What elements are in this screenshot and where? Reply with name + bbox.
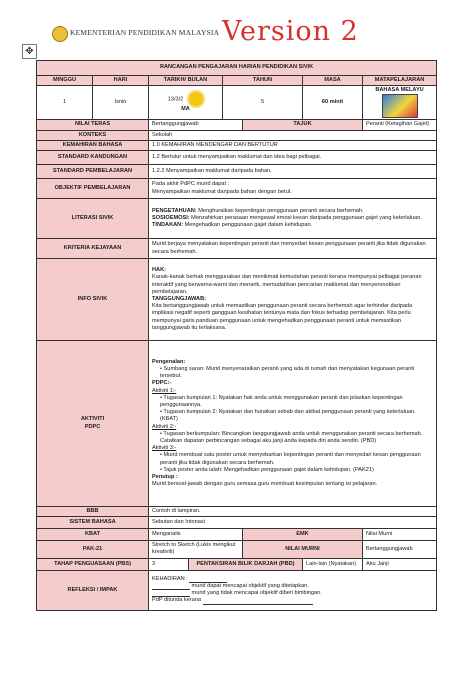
col-hari: HARI [93, 76, 149, 86]
aktiviti-cell [149, 341, 437, 507]
bullet-berkumpulan: • Tugasan berkumpulan: Bincangkan tanggungjawab anda untuk menggunakan peranti secara berhemah. Catatkan dapatan perbincangan sebagai aku janji anda kepada diri anda sendiri. (PBD) [160, 430, 423, 444]
version-label: Version 2 [222, 16, 359, 47]
kbat-value: Menganalis [149, 529, 243, 541]
value-row [37, 86, 437, 120]
refleksi-cell [149, 570, 437, 610]
aktiviti-1-heading: Aktiviti 1:- [152, 387, 177, 394]
sistem-bahasa-label: SISTEM BAHASA [37, 517, 149, 529]
tahap-penguasaan-value: 3 [149, 558, 189, 570]
tahap-penguasaan-label: TAHAP PENGUASAAN (PBS) [37, 558, 149, 570]
hak-text: Kanak-kanak berhak menggunakan dan menikmati kemudahan peranti kerana mempunyai pelbagai peranan interaktif yang berwarna-warni dan menarik, memudahkan pencarian maklumat dan menyeronokkan pembelajaran. [152, 274, 422, 295]
hari-short: MA [181, 106, 190, 113]
pengetahuan-heading: PENGETAHUAN: [152, 207, 197, 214]
tanggungjawab-text: Kita bertanggungjawab untuk memastikan penggunaan peranti secara berhemah agar terhindar daripada implikasi negatif seperti gangguan kesihatan tentunya mata dan fokus terhadap pembelajaran. Kita perlu mempunyai garis panduan penggunaan untuk mengehadkan penggunaan peranti untuk memastikan tanggungjawab itu terlaksana. [152, 303, 413, 331]
objektif-label: OBJEKTIF PEMBELAJARAN [37, 179, 149, 199]
tarikh-cell [149, 86, 223, 120]
refleksi-line-1: murid dapat mencapai objektif yang ditetapkan. [152, 583, 433, 590]
objektif-cell [149, 179, 437, 199]
pbd-label: PENTAKSIRAN BILIK DARJAH (PBD) [189, 558, 303, 570]
tahun-value: 5 [223, 86, 303, 120]
aktiviti-2-heading: Aktiviti 2:- [152, 423, 177, 430]
nilai-teras-value: Bertanggungjawab [149, 120, 243, 130]
aktiviti-3-heading: Aktiviti 3:- [152, 445, 177, 452]
pengenalan-heading: Pengenalan: [152, 358, 186, 365]
info-sivik-cell [149, 259, 437, 341]
minggu-value: 1 [37, 86, 93, 120]
lesson-plan-table [36, 60, 437, 611]
pdpc-label: PDPC [84, 423, 101, 430]
matapelajaran-cell [363, 86, 437, 120]
tajuk-label: TAJUK [243, 120, 363, 130]
sun-icon [189, 92, 203, 106]
col-matapelajaran: MATAPELAJARAN [363, 76, 437, 86]
bullet-tajuk-poster: • Tajuk poster anda ialah: Mengehadkan penggunaan gajet dalam kehidupan. (PAK21) [160, 466, 374, 473]
bbb-value: Contoh di lampiran. [149, 507, 437, 517]
nilai-murni-label: NILAI MURNI [243, 541, 363, 558]
pdpc-heading: PDPC:- [152, 380, 172, 387]
table-title: RANCANGAN PENGAJARAN HARIAN PENDIDIKAN SIVIK [37, 61, 437, 76]
sk-value: 1.2 Bertutur untuk menyampaikan maklumat dan idea bagi pelbagai. [149, 151, 437, 165]
tanggungjawab-heading: TANGGUNGJAWAB: [152, 295, 206, 302]
tindakan-heading: TINDAKAN: [152, 222, 184, 229]
table-move-handle[interactable]: ✥ [22, 44, 37, 59]
hak-heading: HAK: [152, 267, 166, 274]
tindakan-text: Mengehadkan penggunaan gajet dalam kehidupan. [183, 222, 313, 229]
kriteria-value: Murid berjaya menyatakan kepentingan peranti dan menyedari kesan penggunaan peranti jika tidak digunakan secara berhemah. [149, 239, 437, 259]
bbb-label: BBB [37, 507, 149, 517]
literasi-label: LITERASI SIVIK [37, 199, 149, 239]
bullet-poster: • Murid membuat satu poster untuk menyebarkan kepentingan peranti dan menyedari kesan penggunaan peranti jika tidak digunakan secara berhemah. [160, 452, 421, 466]
literasi-cell [149, 199, 437, 239]
ministry-crest-icon [52, 26, 68, 42]
aktiviti-label: AKTIVITI [80, 416, 105, 423]
sosioemosi-heading: SOSIOEMOSI: [152, 214, 190, 221]
bullet-sumbang-saran: • Sumbang saran: Murid menyenaraikan peranti yang ada di rumah dan menyatakan kegunaan peranti tersebut. [160, 365, 415, 380]
textbook-icon [382, 94, 418, 118]
nilai-murni-value: Bertanggungjawab [363, 541, 437, 558]
refleksi-line-3: PdP ditunda kerana [152, 597, 433, 604]
konteks-value: Sekolah [149, 130, 437, 140]
emk-label: EMK [243, 529, 363, 541]
col-tarikh: TARIKH/ BULAN [149, 76, 223, 86]
pak21-label: PAK-21 [37, 541, 149, 558]
sp-value: 1.2.2 Menyampaikan maklumat daripada bahan. [149, 165, 437, 179]
col-minggu: MINGGU [37, 76, 93, 86]
ministry-name: KEMENTERIAN PENDIDIKAN MALAYSIA [70, 28, 220, 37]
kemahiran-label: KEMAHIRAN BAHASA [37, 140, 149, 150]
sosioemosi-text: Menzahirkan perasaan mengawal emosi kesan daripada penggunaan gajet yang keterlaluan. [189, 214, 422, 221]
pbd-value: Lain-lain (Nyatakan) [303, 558, 363, 570]
col-tahun: TAHUN [223, 76, 303, 86]
masa-value: 60 minit [303, 86, 363, 120]
info-sivik-label: INFO SIVIK [37, 259, 149, 341]
refleksi-line-2: murid yang tidak mencapai objektif diberi bimbingan. [152, 590, 433, 597]
objektif-line2: Menyampaikan maklumat daripada bahan dengan betul. [152, 188, 292, 195]
aktiviti-label-cell [37, 341, 149, 507]
konteks-label: KONTEKS [37, 130, 149, 140]
sistem-bahasa-value: Sebutan dan Intonasi [149, 517, 437, 529]
tajuk-value: Peranti (Ketagihan Gajet) [363, 120, 437, 130]
column-header-row [37, 76, 437, 86]
refleksi-label: REFLEKSI / IMPAK [37, 570, 149, 610]
pak21-value: Stretch to Sketch (Lukis mengikut kreativiti) [149, 541, 243, 558]
kehadiran-line: KEHADIRAN : [152, 576, 433, 583]
kriteria-label: KRITERIA KEJAYAAN [37, 239, 149, 259]
sp-label: STANDARD PEMBELAJARAN [37, 165, 149, 179]
penutup-heading: Penutup : [152, 473, 178, 480]
bullet-kumpulan-2: • Tugasan kumpulan 2: Nyatakan dan huraikan sebab dan akibat penggunaan peranti yang keterlaluan. (KBAT) [160, 409, 416, 423]
pengetahuan-text: Menghuraikan kepentingan penggunaan peranti secara berhemah. [196, 207, 364, 214]
hari-value: Isnin [93, 86, 149, 120]
col-masa: MASA [303, 76, 363, 86]
nilai-teras-label: NILAI TERAS [37, 120, 149, 130]
tarikh-value: 13/3/2 [167, 96, 184, 103]
kbat-label: KBAT [37, 529, 149, 541]
aku-janji-value: Aku Janji [363, 558, 437, 570]
kemahiran-value: 1.0 KEMAHIRAN MENDENGAR DAN BERTUTUR [149, 140, 437, 150]
objektif-line1: Pada akhir PdPC murid dapat : [152, 181, 230, 188]
sk-label: STANDARD KANDUNGAN [37, 151, 149, 165]
bullet-kumpulan-1: • Tugasan kumpulan 1: Nyatakan hak anda untuk menggunakan peranti dan jelaskan kepentingan penggunaannya. [160, 394, 403, 408]
emk-value: Nilai Murni [363, 529, 437, 541]
penutup-text: Murid bersoal-jawab dengan guru semasa guru membuat kesimpulan tentang isi pelajaran. [152, 481, 378, 488]
matapelajaran-value: BAHASA MELAYU [375, 87, 424, 94]
